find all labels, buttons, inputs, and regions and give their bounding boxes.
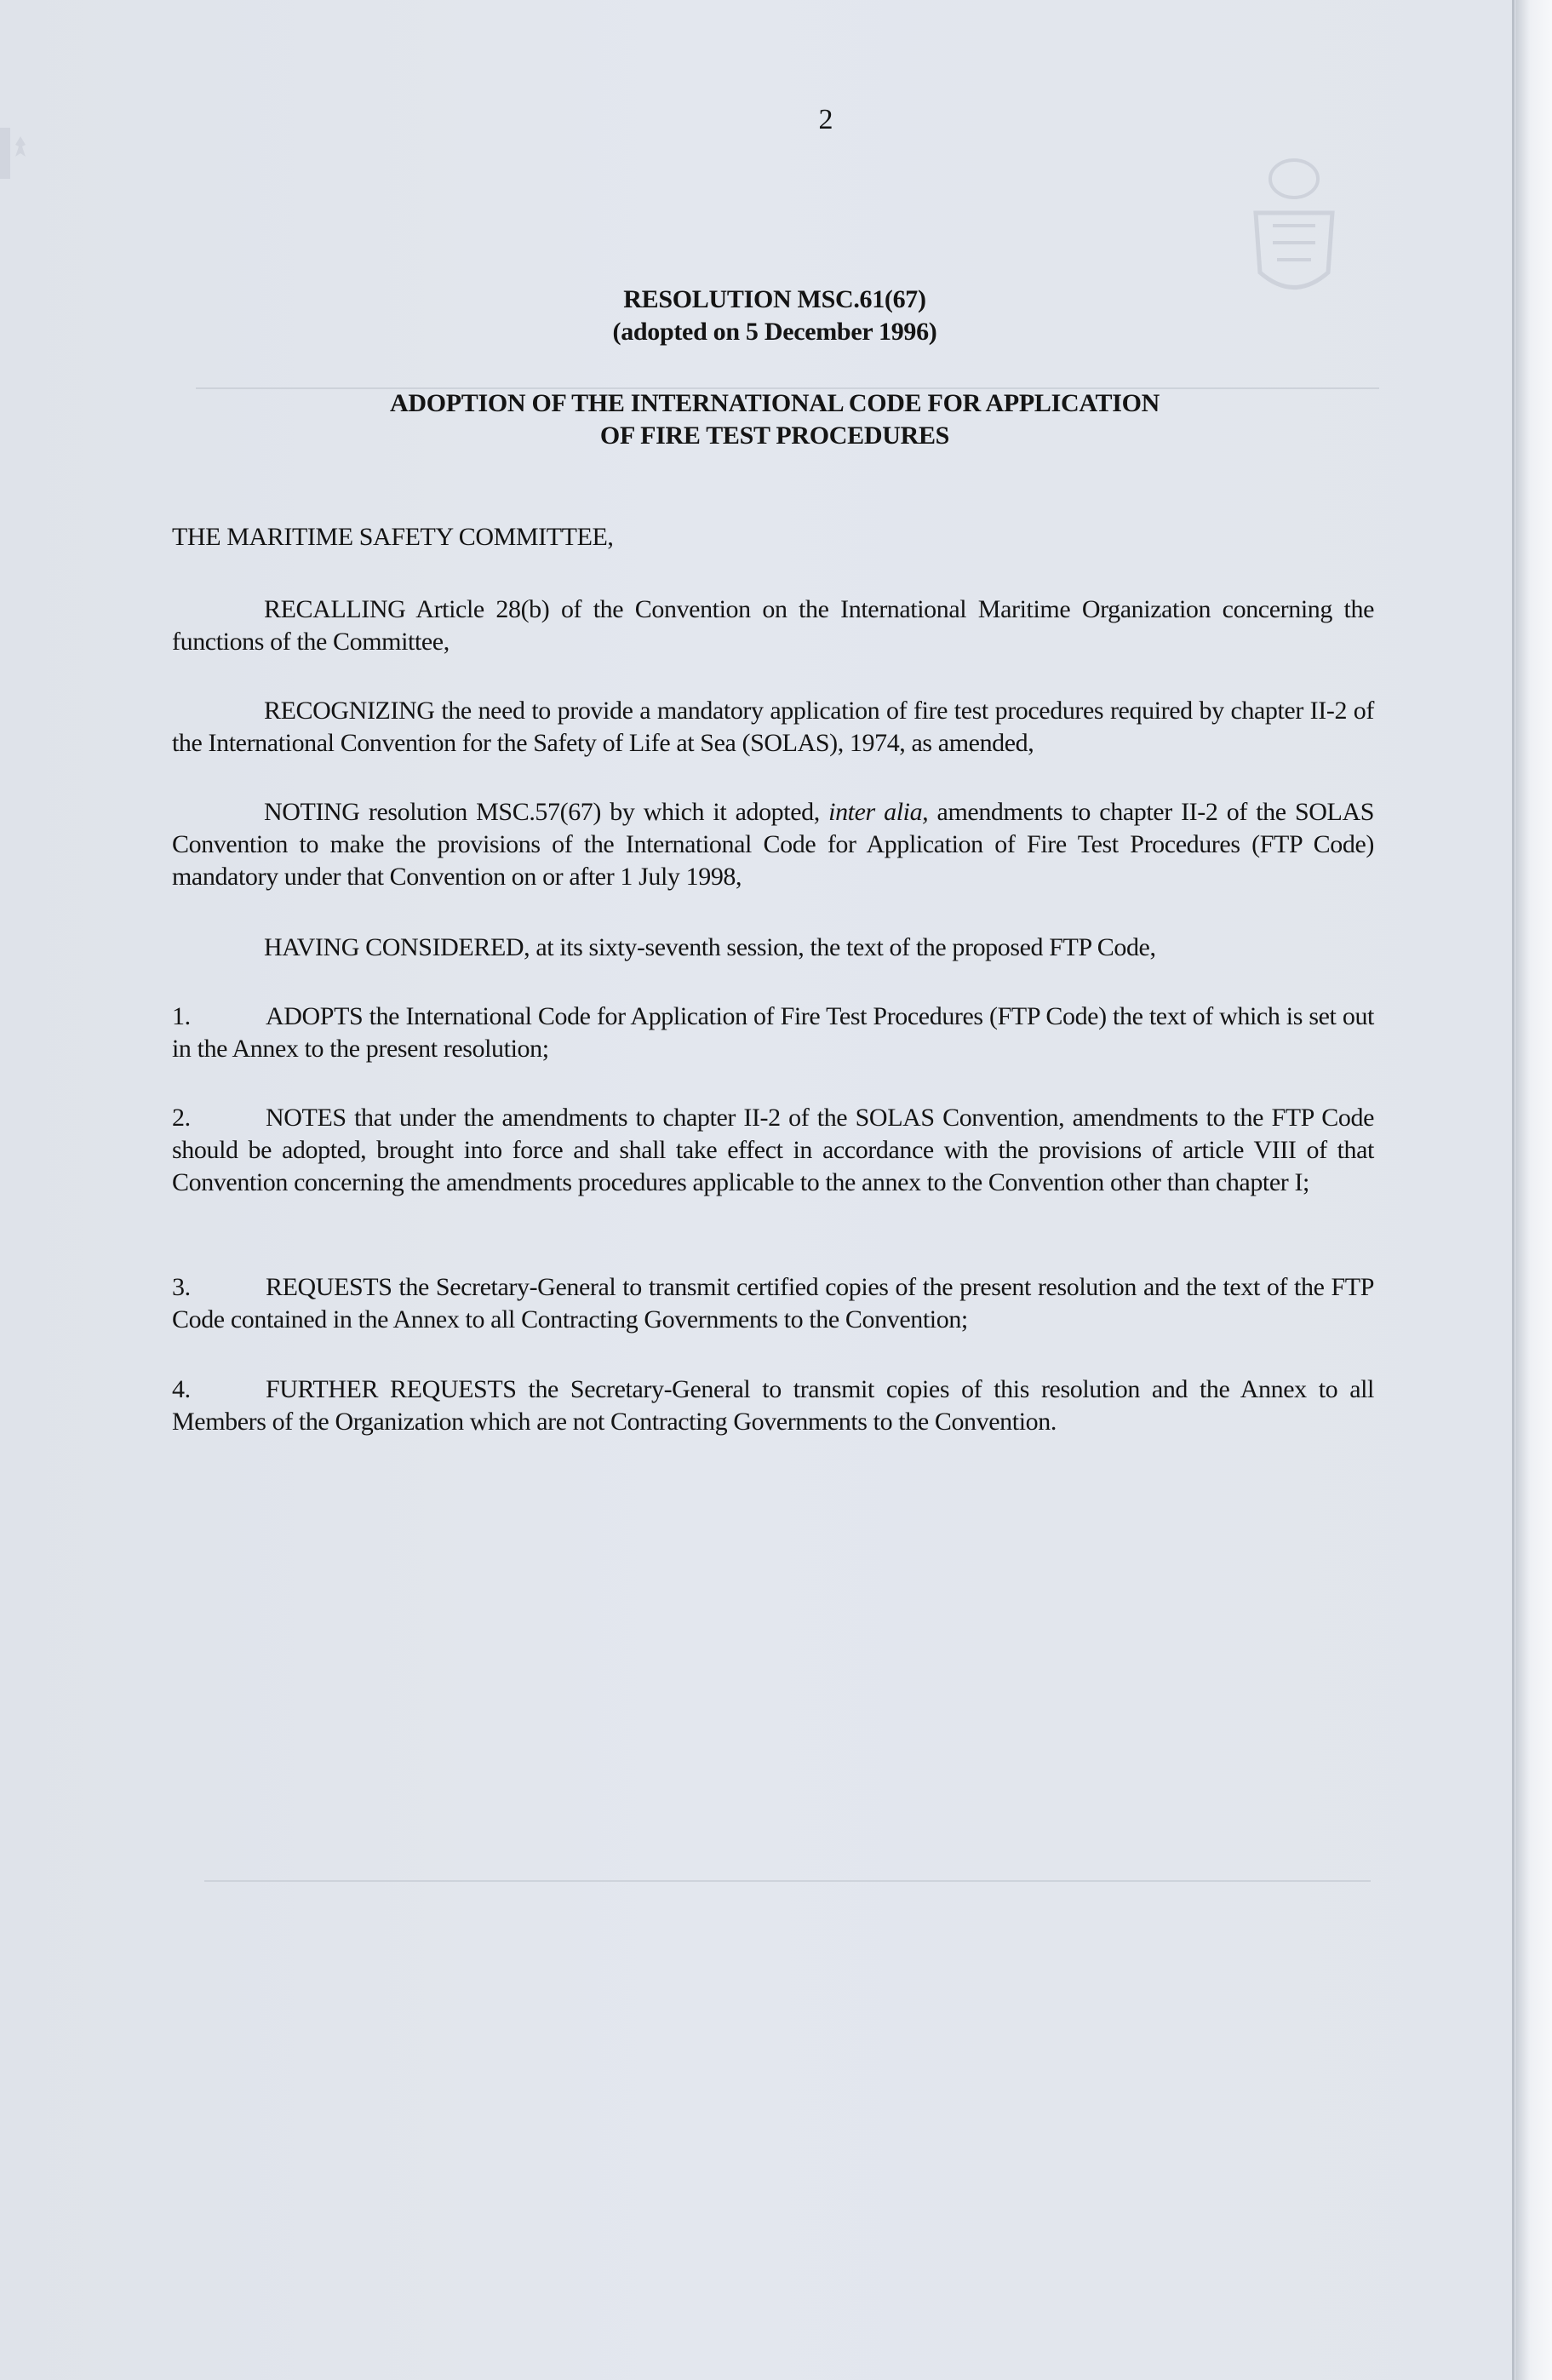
paragraph-number: 1.	[172, 1002, 191, 1030]
paragraph-text: REQUESTS the Secretary-General to transmit certified copies of the present resolution and the text of the FTP Code contained in the Annex to all Contracting Governments to the Convention;	[172, 1273, 1374, 1333]
resolution-subject-line-2: OF FIRE TEST PROCEDURES	[599, 422, 950, 450]
page-edge	[1515, 0, 1552, 2380]
paragraph-number: 2.	[172, 1104, 191, 1132]
resolution-title: RESOLUTION MSC.61(67)	[623, 285, 926, 313]
paragraph-text: FURTHER REQUESTS the Secretary-General to transmit copies of this resolution and the Annex to all Members of the Organization which are not Contracting Governments to the Convention.	[172, 1375, 1374, 1436]
noting-text-end: amendments to chapter II-2 of the SOLAS Convention to make the provisions of the International Code for Application of Fire Test Procedures (FTP Code) mandatory under that Convention on or after 1 July 1998,	[172, 798, 1374, 891]
recalling-paragraph: RECALLING Article 28(b) of the Convention on the International Maritime Organization concerning the functions of the Committee,	[172, 595, 1374, 656]
operative-paragraph-3	[172, 1271, 1374, 1336]
noting-paragraph	[172, 796, 1374, 893]
bleed-through-crest-icon	[1239, 145, 1349, 307]
adoption-date: (adopted on 5 December 1996)	[612, 318, 937, 346]
paragraph-number: 3.	[172, 1273, 191, 1301]
resolution-subject-line-1: ADOPTION OF THE INTERNATIONAL CODE FOR APPLICATION	[390, 389, 1160, 417]
paragraph-text: NOTES that under the amendments to chapter II-2 of the SOLAS Convention, amendments to the FTP Code should be adopted, brought into force and shall take effect in accordance with the provisions of article VIII of that Convention concerning the amendments procedures applicable to the annex to the Convention other than chapter I;	[172, 1104, 1374, 1196]
committee-heading: THE MARITIME SAFETY COMMITTEE,	[172, 523, 614, 551]
having-considered-paragraph: HAVING CONSIDERED, at its sixty-seventh session, the text of the proposed FTP Code,	[264, 933, 1156, 961]
paragraph-text: ADOPTS the International Code for Application of Fire Test Procedures (FTP Code) the text of which is set out in the Annex to the present resolution;	[172, 1002, 1374, 1063]
bleed-through-flag-icon	[0, 128, 27, 179]
noting-text-start: NOTING resolution MSC.57(67) by which it adopted,	[264, 798, 829, 826]
recognizing-paragraph: RECOGNIZING the need to provide a mandatory application of fire test procedures required by chapter II-2 of the International Convention for the Safety of Life at Sea (SOLAS), 1974, as amended,	[172, 697, 1374, 757]
paragraph-number: 4.	[172, 1375, 191, 1403]
operative-paragraph-1	[172, 1001, 1374, 1065]
bleed-through-rule	[204, 1880, 1371, 1882]
page-number: 2	[818, 104, 833, 135]
operative-paragraph-2	[172, 1102, 1374, 1199]
page-edge-shadow	[1512, 0, 1515, 2380]
noting-text-italic: inter alia,	[828, 798, 929, 826]
operative-paragraph-4	[172, 1374, 1374, 1438]
